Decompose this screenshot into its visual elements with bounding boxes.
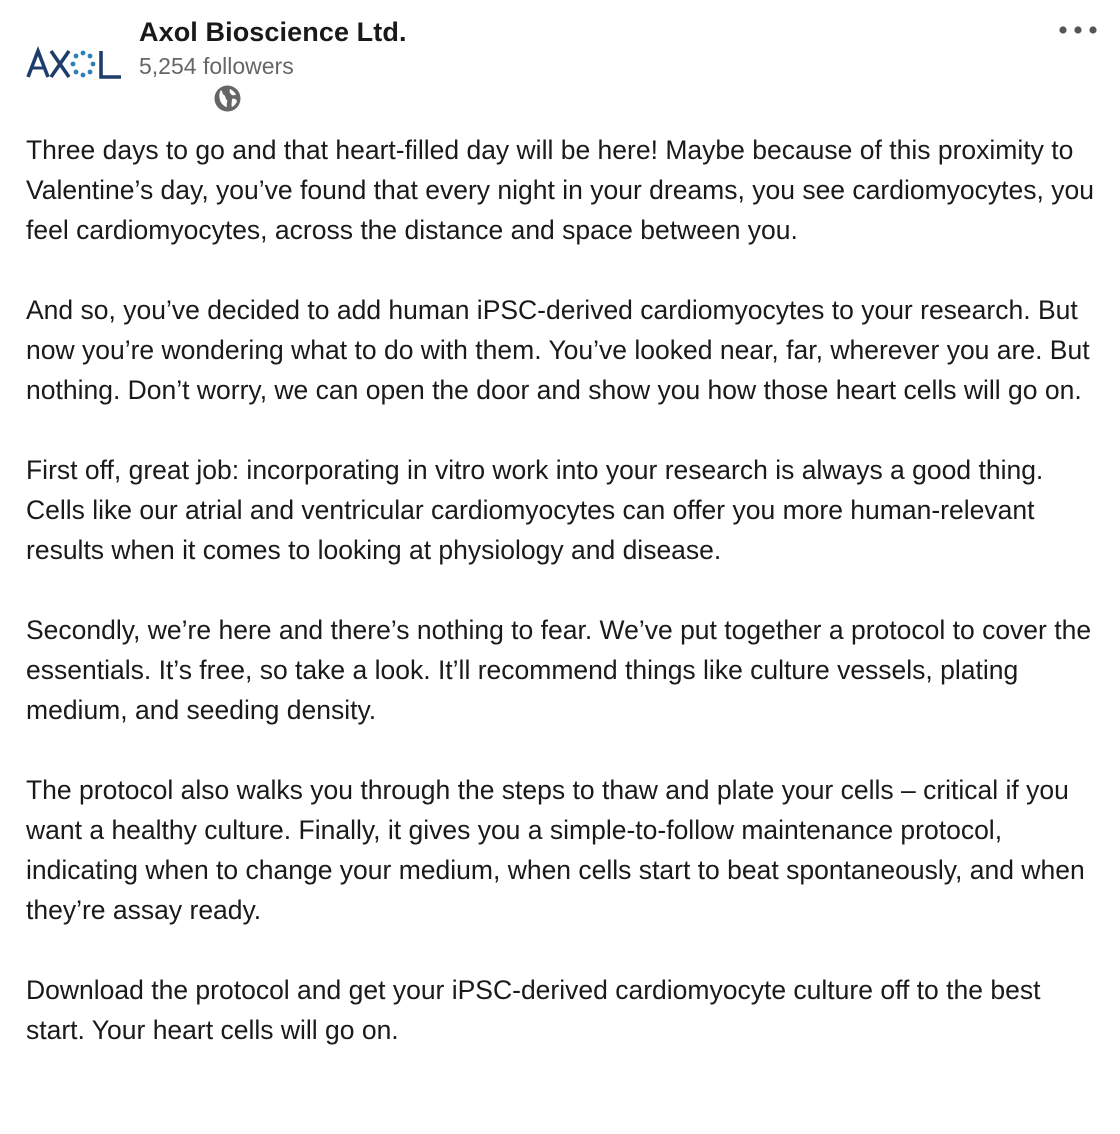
post-paragraph: First off, great job: incorporating in vitro work into your research is always a good thing. Cells like our atrial and ventricular cardiomyocytes can offer you more human-relevant results when it comes to looking at physiology and disease. [26, 455, 1044, 565]
post-paragraph: Secondly, we’re here and there’s nothing to fear. We’ve put together a protocol to cover the essentials. It’s free, so take a look. It’ll recommend things like culture vessels, plating medium, and seeding density. [26, 615, 1092, 725]
post-paragraph: And so, you’ve decided to add human iPSC-derived cardiomyocytes to your research. But now you’re wondering what to do with them. You’ve looked near, far, wherever you are. But nothing. Don’t worry, we can open the door and show you how those heart cells will go on. [26, 295, 1090, 405]
post-paragraph: The protocol also walks you through the steps to thaw and plate your cells – critical if you want a healthy culture. Finally, it gives you a simple-to-follow maintenance protocol, indicating when to change your medium, when cells start to beat spontaneously, and when they’re assay ready. [26, 775, 1085, 925]
follower-count: 5,254 followers [139, 53, 294, 79]
ellipsis-icon[interactable] [1054, 16, 1102, 44]
post-paragraph: Download the protocol and get your iPSC-derived cardiomyocyte culture off to the best start. Your heart cells will go on. [26, 975, 1041, 1045]
post-text [26, 130, 1106, 1050]
globe-icon [213, 84, 242, 113]
post-header [0, 0, 1120, 120]
company-name[interactable]: Axol Bioscience Ltd. [139, 17, 407, 47]
post-paragraph: Three days to go and that heart-filled day will be here! Maybe because of this proximity to Valentine’s day, you’ve found that every night in your dreams, you see cardiomyocytes, you feel cardiomyocytes, across the distance and space between you. [26, 135, 1094, 245]
company-logo[interactable] [26, 44, 124, 80]
